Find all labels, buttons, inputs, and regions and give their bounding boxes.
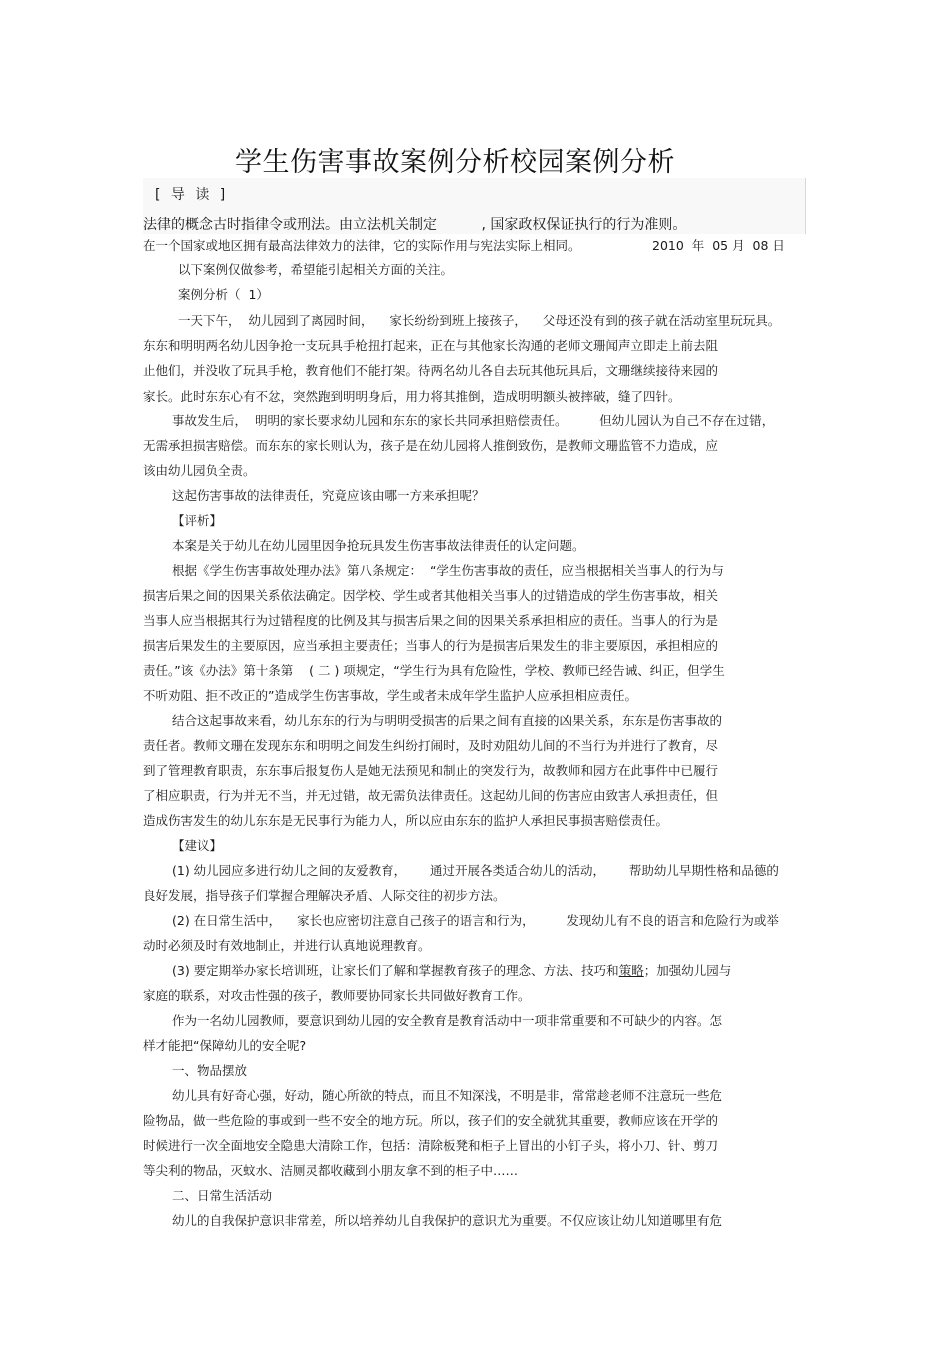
paragraph-line: 险物品，做一些危险的事或到一些不安全的地方玩。所以，孩子们的安全就犹其重要，教师应该在开学的 [143,1113,719,1128]
paragraph-line: 损害后果发生的主要原因，应当承担主要责任；当事人的行为是损害后果发生的非主要原因，承担相应的 [143,638,719,653]
paragraph-line: 东东和明明两名幼儿因争抢一支玩具手枪扭打起来，正在与其他家长沟通的老师文珊闻声立即走上前去阻 [143,338,719,353]
text-segment: (3) 要定期举办家长培训班，让家长们了解和掌握教育孩子的理念、方法、技巧和 [172,963,619,978]
paragraph-line: 以下案例仅做参考，希望能引起相关方面的关注。 [178,262,454,277]
paragraph-line: (1) 幼儿园应多进行幼儿之间的友爱教育， 通过开展各类适合幼儿的活动， 帮助幼儿早期性格和品德的 [172,863,779,878]
section-heading: 【建议】 [172,838,223,853]
paragraph-line: 一天下午， 幼儿园到了离园时间， 家长纷纷到班上接孩子， 父母还没有到的孩子就在活动室里玩玩具。 [178,313,781,328]
section-heading: 【评析】 [172,513,223,528]
document-title: 学生伤害事故案例分析校园案例分析 [235,147,675,178]
paragraph-line: 造成伤害发生的幼儿东东是无民事行为能力人，所以应由东东的监护人承担民事损害赔偿责任。 [143,813,669,828]
paragraph-line: 根据《学生伤害事故处理办法》第八条规定： “学生伤害事故的责任，应当根据相关当事人的行为与 [172,563,724,578]
paragraph-line: 这起伤害事故的法律责任，究竟应该由哪一方来承担呢？ [172,488,485,503]
paragraph-line: 幼儿具有好奇心强，好动，随心所欲的特点，而且不知深浅，不明是非，常常趁老师不注意玩一些危 [172,1088,723,1103]
paragraph-line: 等尖利的物品，灭蚊水、洁厕灵都收藏到小朋友拿不到的柜子中…… [143,1163,519,1178]
guide-label: [ 导 读 ] [155,187,229,203]
date-text: 2010 年 05 月 08 日 [652,238,785,253]
paragraph-line: 时候进行一次全面地安全隐患大清除工作，包括：清除板凳和柜子上冒出的小钉子头，将小刀、针、剪刀 [143,1138,719,1153]
paragraph-line: 良好发展，指导孩子们掌握合理解决矛盾、人际交往的初步方法。 [143,888,506,903]
paragraph-line: 样才能把“保障幼儿的安全呢? [143,1038,307,1053]
paragraph-line: 了相应职责，行为并无不当，并无过错，故无需负法律责任。这起幼儿间的伤害应由致害人承担责任，但 [143,788,719,803]
text-segment: ；加强幼儿园与 [643,963,732,978]
paragraph-line: 损害后果之间的因果关系依法确定。因学校、学生或者其他相关当事人的过错造成的学生伤害事故，相关 [143,588,719,603]
paragraph-line: 不听劝阻、拒不改正的”造成学生伤害事故，学生或者未成年学生监护人应承担相应责任。 [143,688,637,703]
paragraph-line [172,963,731,979]
paragraph-line: 该由幼儿园负全责。 [143,463,256,478]
guide-second-line: 在一个国家或地区拥有最高法律效力的法律，它的实际作用与宪法实际上相同。 [143,238,581,253]
paragraph-line: 作为一名幼儿园教师，要意识到幼儿园的安全教育是教育活动中一项非常重要和不可缺少的内容。怎 [172,1013,723,1028]
paragraph-line: 当事人应当根据其行为过错程度的比例及其与损害后果之间的因果关系承担相应的责任。当事人的行为是 [143,613,719,628]
paragraph-line: (2) 在日常生活中， 家长也应密切注意自己孩子的语言和行为， 发现幼儿有不良的语言和危险行为或举 [172,913,779,928]
paragraph-line: 家庭的联系，对攻击性强的孩子，教师要协同家长共同做好教育工作。 [143,988,531,1003]
underlined-term: 策略 [618,963,644,978]
paragraph-line: 动时必须及时有效地制止，并进行认真地说理教育。 [143,938,431,953]
case-heading: 案例分析（ 1） [178,287,269,302]
section-heading: 一、物品摆放 [172,1063,248,1078]
paragraph-line: 责任。”该《办法》第十条第 ( 二 ) 项规定，“学生行为具有危险性，学校、教师已经告诫、纠正，但学生 [143,663,725,678]
guide-intro-line: 法律的概念古时指律令或刑法。由立法机关制定 , 国家政权保证执行的行为准则。 [143,217,687,233]
paragraph-line: 止他们，并没收了玩具手枪，教育他们不能打架。待两名幼儿各自去玩其他玩具后，文珊继续接待来园的 [143,363,719,378]
paragraph-line: 家长。此时东东心有不忿，突然跑到明明身后，用力将其推倒，造成明明额头被摔破，缝了四针。 [143,389,681,404]
paragraph-line: 幼儿的自我保护意识非常差，所以培养幼儿自我保护的意识尤为重要。不仅应该让幼儿知道哪里有危 [172,1213,723,1228]
paragraph-line: 结合这起事故来看，幼儿东东的行为与明明受损害的后果之间有直接的凶果关系，东东是伤害事故的 [172,713,723,728]
paragraph-line: 事故发生后， 明明的家长要求幼儿园和东东的家长共同承担赔偿责任。 但幼儿园认为自己不存在过错， [172,413,775,428]
section-heading: 二、日常生活活动 [172,1188,273,1203]
paragraph-line: 到了管理教育职责，东东事后报复伤人是她无法预见和制止的突发行为，故教师和园方在此事件中已履行 [143,763,719,778]
paragraph-line: 本案是关于幼儿在幼儿园里因争抢玩具发生伤害事故法律责任的认定问题。 [172,538,585,553]
paragraph-line: 无需承担损害赔偿。而东东的家长则认为，孩子是在幼儿园将人推倒致伤，是教师文珊监管不力造成，应 [143,438,719,453]
paragraph-line: 责任者。教师文珊在发现东东和明明之间发生纠纷打闹时，及时劝阻幼儿间的不当行为并进行了教育，尽 [143,738,719,753]
